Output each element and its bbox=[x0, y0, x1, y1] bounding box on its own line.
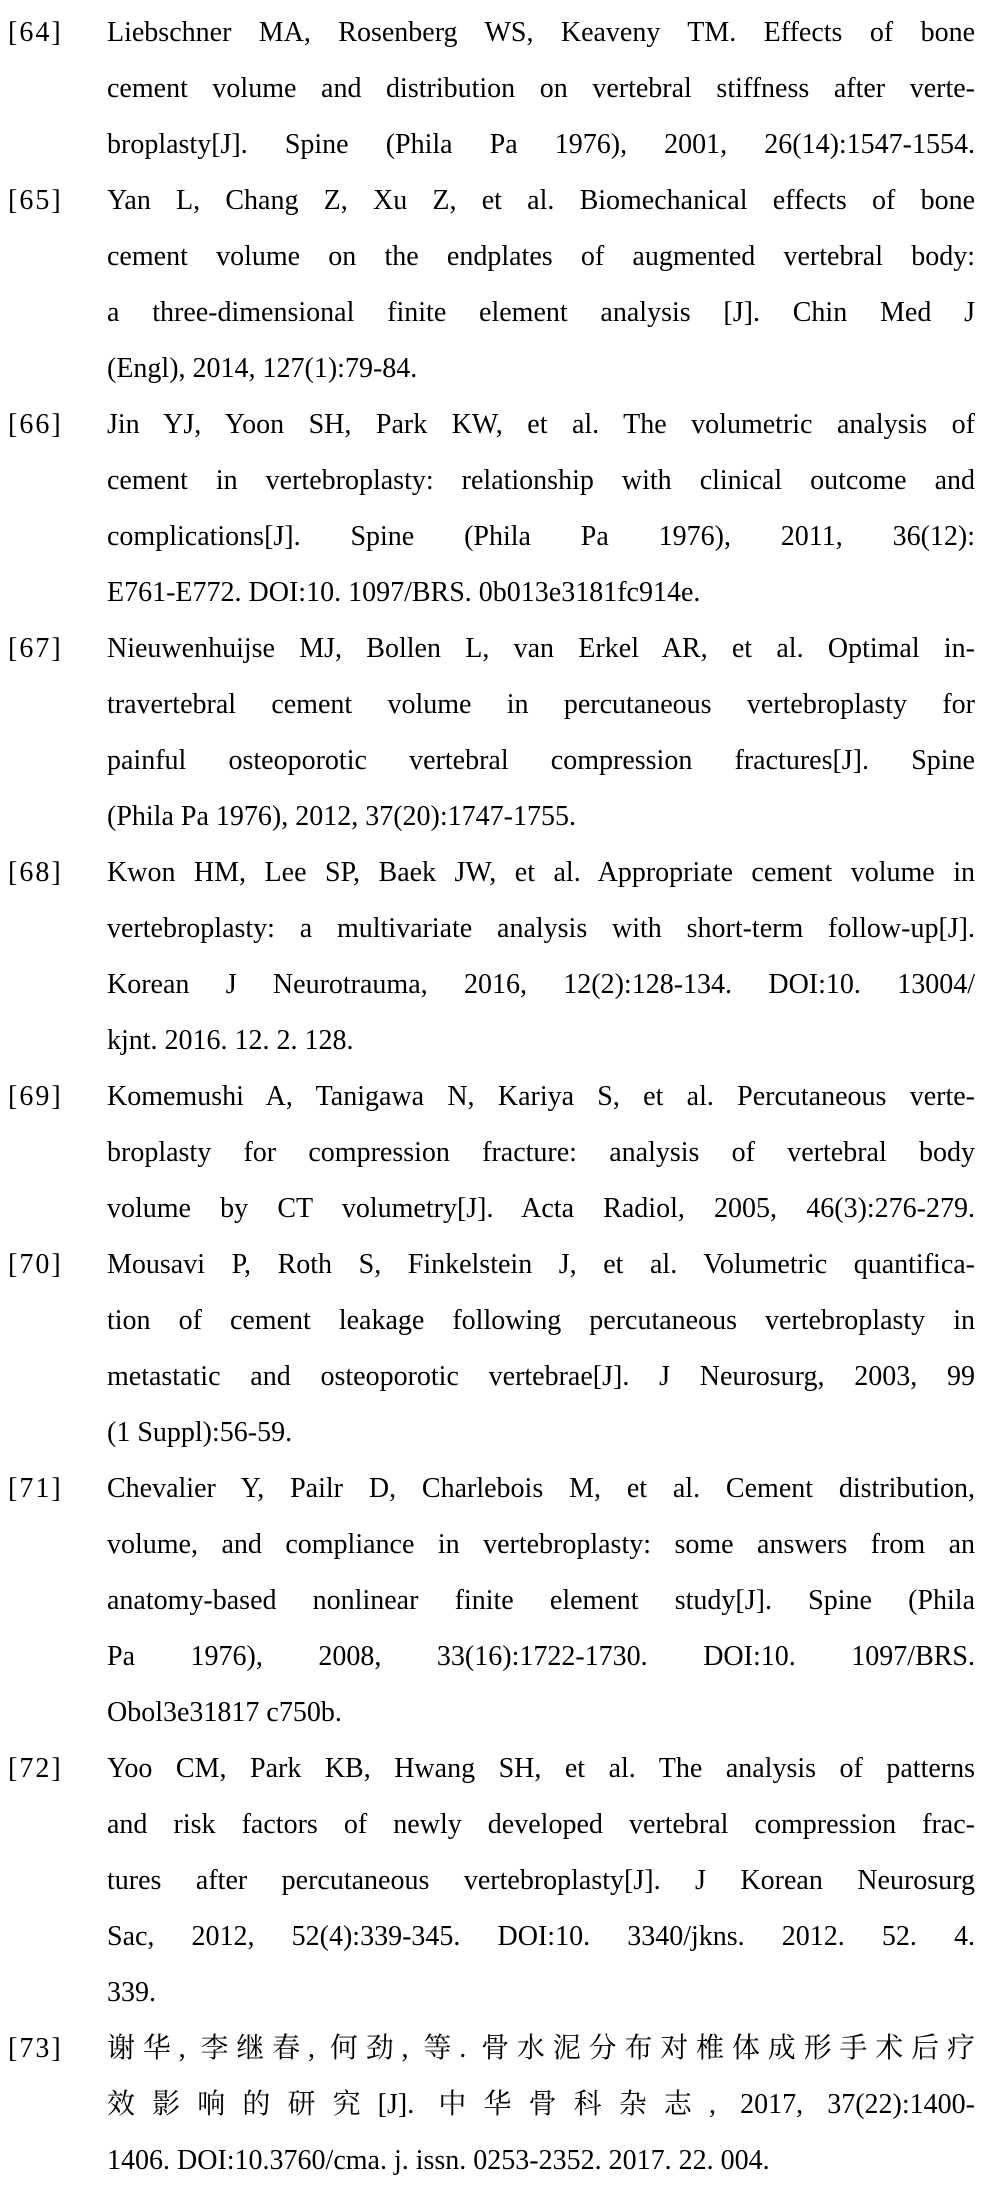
reference-line: Komemushi A, Tanigawa N, Kariya S, et al. Percutaneous verte- bbox=[107, 1081, 975, 1112]
reference-line: Korean J Neurotrauma, 2016, 12(2):128-134. DOI:10. 13004/ bbox=[107, 969, 975, 1000]
reference-line: broplasty for compression fracture: analysis of vertebral body bbox=[107, 1137, 975, 1168]
reference-number: [71] bbox=[8, 1473, 63, 1504]
reference-item-73 bbox=[0, 2021, 986, 2189]
reference-line: Obol3e31817 c750b. bbox=[107, 1697, 342, 1728]
reference-line: (Engl), 2014, 127(1):79-84. bbox=[107, 353, 418, 384]
reference-number: [64] bbox=[8, 17, 63, 48]
reference-item-66 bbox=[0, 397, 986, 621]
reference-line: Yan L, Chang Z, Xu Z, et al. Biomechanical effects of bone bbox=[107, 185, 975, 216]
reference-line: tion of cement leakage following percutaneous vertebroplasty in bbox=[107, 1305, 975, 1336]
reference-line: E761-E772. DOI:10. 1097/BRS. 0b013e3181fc914e. bbox=[107, 577, 701, 608]
reference-line: Kwon HM, Lee SP, Baek JW, et al. Appropriate cement volume in bbox=[107, 857, 975, 888]
reference-line: Nieuwenhuijse MJ, Bollen L, van Erkel AR, et al. Optimal in- bbox=[107, 633, 975, 664]
reference-line: and risk factors of newly developed vertebral compression frac- bbox=[107, 1809, 975, 1840]
reference-line: kjnt. 2016. 12. 2. 128. bbox=[107, 1025, 354, 1056]
reference-text bbox=[107, 845, 986, 1069]
reference-item-67 bbox=[0, 621, 986, 845]
reference-line: cement volume on the endplates of augmented vertebral body: bbox=[107, 241, 975, 272]
reference-line: Mousavi P, Roth S, Finkelstein J, et al. Volumetric quantifica- bbox=[107, 1249, 975, 1280]
reference-text bbox=[107, 1237, 986, 1461]
reference-item-71 bbox=[0, 1461, 986, 1741]
reference-number: [69] bbox=[8, 1081, 63, 1112]
reference-list bbox=[0, 5, 986, 2189]
reference-number: [65] bbox=[8, 185, 63, 216]
reference-line: tures after percutaneous vertebroplasty[J]. J Korean Neurosurg bbox=[107, 1865, 975, 1896]
reference-line: Liebschner MA, Rosenberg WS, Keaveny TM. Effects of bone bbox=[107, 17, 975, 48]
reference-text bbox=[107, 173, 986, 397]
reference-number: [70] bbox=[8, 1249, 63, 1280]
reference-text bbox=[107, 5, 986, 173]
reference-line: anatomy-based nonlinear finite element study[J]. Spine (Phila bbox=[107, 1585, 975, 1616]
reference-item-69 bbox=[0, 1069, 986, 1237]
reference-text bbox=[107, 397, 986, 621]
reference-line: Chevalier Y, Pailr D, Charlebois M, et al. Cement distribution, bbox=[107, 1473, 975, 1504]
reference-line: (1 Suppl):56-59. bbox=[107, 1417, 293, 1448]
reference-text bbox=[107, 1741, 986, 2021]
reference-item-68 bbox=[0, 845, 986, 1069]
reference-text bbox=[107, 621, 986, 845]
reference-line: vertebroplasty: a multivariate analysis with short-term follow-up[J]. bbox=[107, 913, 975, 944]
reference-item-64 bbox=[0, 5, 986, 173]
reference-item-70 bbox=[0, 1237, 986, 1461]
reference-number: [66] bbox=[8, 409, 63, 440]
reference-item-65 bbox=[0, 173, 986, 397]
reference-number: [73] bbox=[8, 2033, 63, 2064]
reference-number: [68] bbox=[8, 857, 63, 888]
reference-line: Yoo CM, Park KB, Hwang SH, et al. The analysis of patterns bbox=[107, 1753, 975, 1784]
reference-line: 谢华, 李继春, 何劲, 等. 骨水泥分布对椎体成形手术后疗 bbox=[107, 2033, 975, 2064]
reference-text bbox=[107, 2021, 986, 2189]
reference-line: Pa 1976), 2008, 33(16):1722-1730. DOI:10. 1097/BRS. bbox=[107, 1641, 975, 1672]
reference-line: (Phila Pa 1976), 2012, 37(20):1747-1755. bbox=[107, 801, 576, 832]
reference-line: painful osteoporotic vertebral compression fractures[J]. Spine bbox=[107, 745, 975, 776]
reference-line: Sac, 2012, 52(4):339-345. DOI:10. 3340/jkns. 2012. 52. 4. bbox=[107, 1921, 975, 1952]
reference-line: a three-dimensional finite element analysis [J]. Chin Med J bbox=[107, 297, 975, 328]
reference-line: volume by CT volumetry[J]. Acta Radiol, 2005, 46(3):276-279. bbox=[107, 1193, 975, 1224]
reference-line: 339. bbox=[107, 1977, 156, 2008]
reference-line: metastatic and osteoporotic vertebrae[J]. J Neurosurg, 2003, 99 bbox=[107, 1361, 975, 1392]
reference-line: Jin YJ, Yoon SH, Park KW, et al. The volumetric analysis of bbox=[107, 409, 975, 440]
reference-item-72 bbox=[0, 1741, 986, 2021]
reference-line: 1406. DOI:10.3760/cma. j. issn. 0253-2352. 2017. 22. 004. bbox=[107, 2145, 770, 2176]
reference-number: [72] bbox=[8, 1753, 63, 1784]
reference-text bbox=[107, 1069, 986, 1237]
reference-number: [67] bbox=[8, 633, 63, 664]
reference-line: 效影响的研究[J]. 中华骨科杂志, 2017, 37(22):1400- bbox=[107, 2089, 975, 2120]
reference-line: cement in vertebroplasty: relationship with clinical outcome and bbox=[107, 465, 975, 496]
reference-line: travertebral cement volume in percutaneous vertebroplasty for bbox=[107, 689, 975, 720]
reference-line: complications[J]. Spine (Phila Pa 1976), 2011, 36(12): bbox=[107, 521, 975, 552]
reference-text bbox=[107, 1461, 986, 1741]
reference-line: volume, and compliance in vertebroplasty: some answers from an bbox=[107, 1529, 975, 1560]
reference-line: cement volume and distribution on vertebral stiffness after verte- bbox=[107, 73, 975, 104]
reference-line: broplasty[J]. Spine (Phila Pa 1976), 2001, 26(14):1547-1554. bbox=[107, 129, 975, 160]
